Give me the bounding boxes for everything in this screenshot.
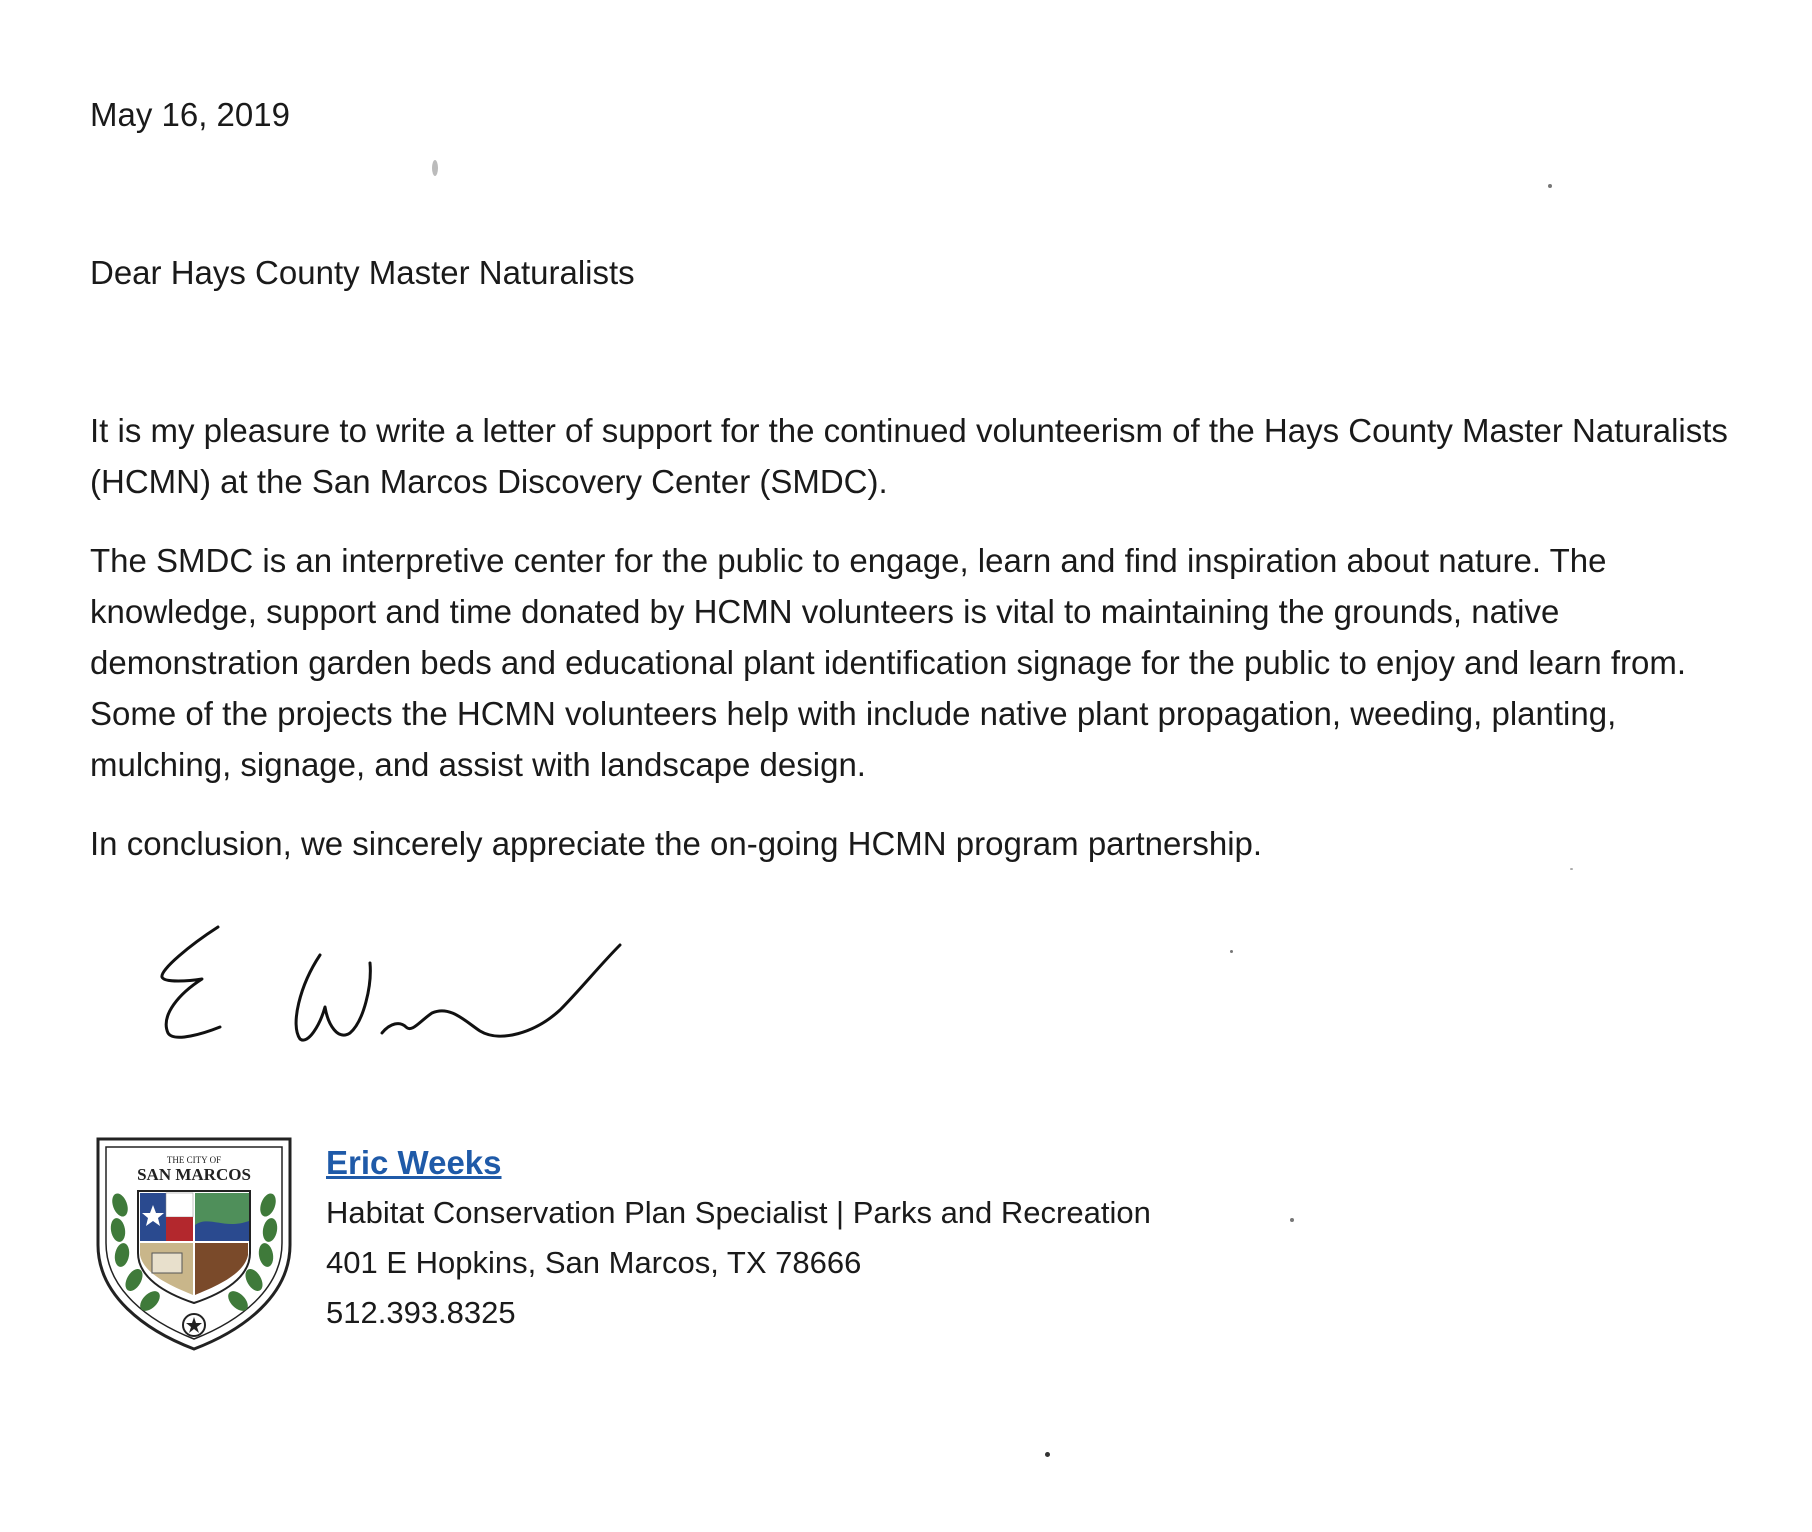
scan-speck	[1548, 184, 1552, 188]
letter-body	[90, 405, 1730, 897]
scan-speck	[432, 160, 438, 176]
signer-title: Habitat Conservation Plan Specialist | Parks and Recreation	[326, 1195, 1151, 1230]
signer-phone: 512.393.8325	[326, 1295, 516, 1330]
paragraph-details: The SMDC is an interpretive center for the public to engage, learn and find inspiration about nature. The knowledge, support and time donated by HCMN volunteers is vital to maintaining the grounds, native demonstration garden beds and educational plant identification signage for the public to enjoy and learn from. Some of the projects the HCMN volunteers help with include native plant propagation, weeding, planting, mulching, signage, and assist with landscape design.	[90, 542, 1687, 783]
paragraph-conclusion: In conclusion, we sincerely appreciate the on-going HCMN program partnership.	[90, 825, 1263, 862]
letter-date: May 16, 2019	[90, 96, 290, 133]
scan-speck	[1290, 1218, 1294, 1222]
scan-speck	[1230, 950, 1233, 953]
signature-block	[326, 1138, 1151, 1338]
scan-speck	[1570, 868, 1573, 870]
seal-name-text: SAN MARCOS	[137, 1165, 251, 1184]
signer-address: 401 E Hopkins, San Marcos, TX 78666	[326, 1245, 862, 1280]
signer-name-link[interactable]: Eric Weeks	[326, 1144, 502, 1181]
handwritten-signature	[150, 915, 670, 1065]
seal-top-text: THE CITY OF	[166, 1155, 222, 1165]
paragraph-intro: It is my pleasure to write a letter of support for the continued volunteerism of the Hays County Master Naturalists (HCMN) at the San Marcos Discovery Center (SMDC).	[90, 412, 1728, 500]
scan-speck	[1045, 1452, 1050, 1457]
salutation: Dear Hays County Master Naturalists	[90, 254, 635, 291]
city-seal-logo	[94, 1135, 294, 1353]
